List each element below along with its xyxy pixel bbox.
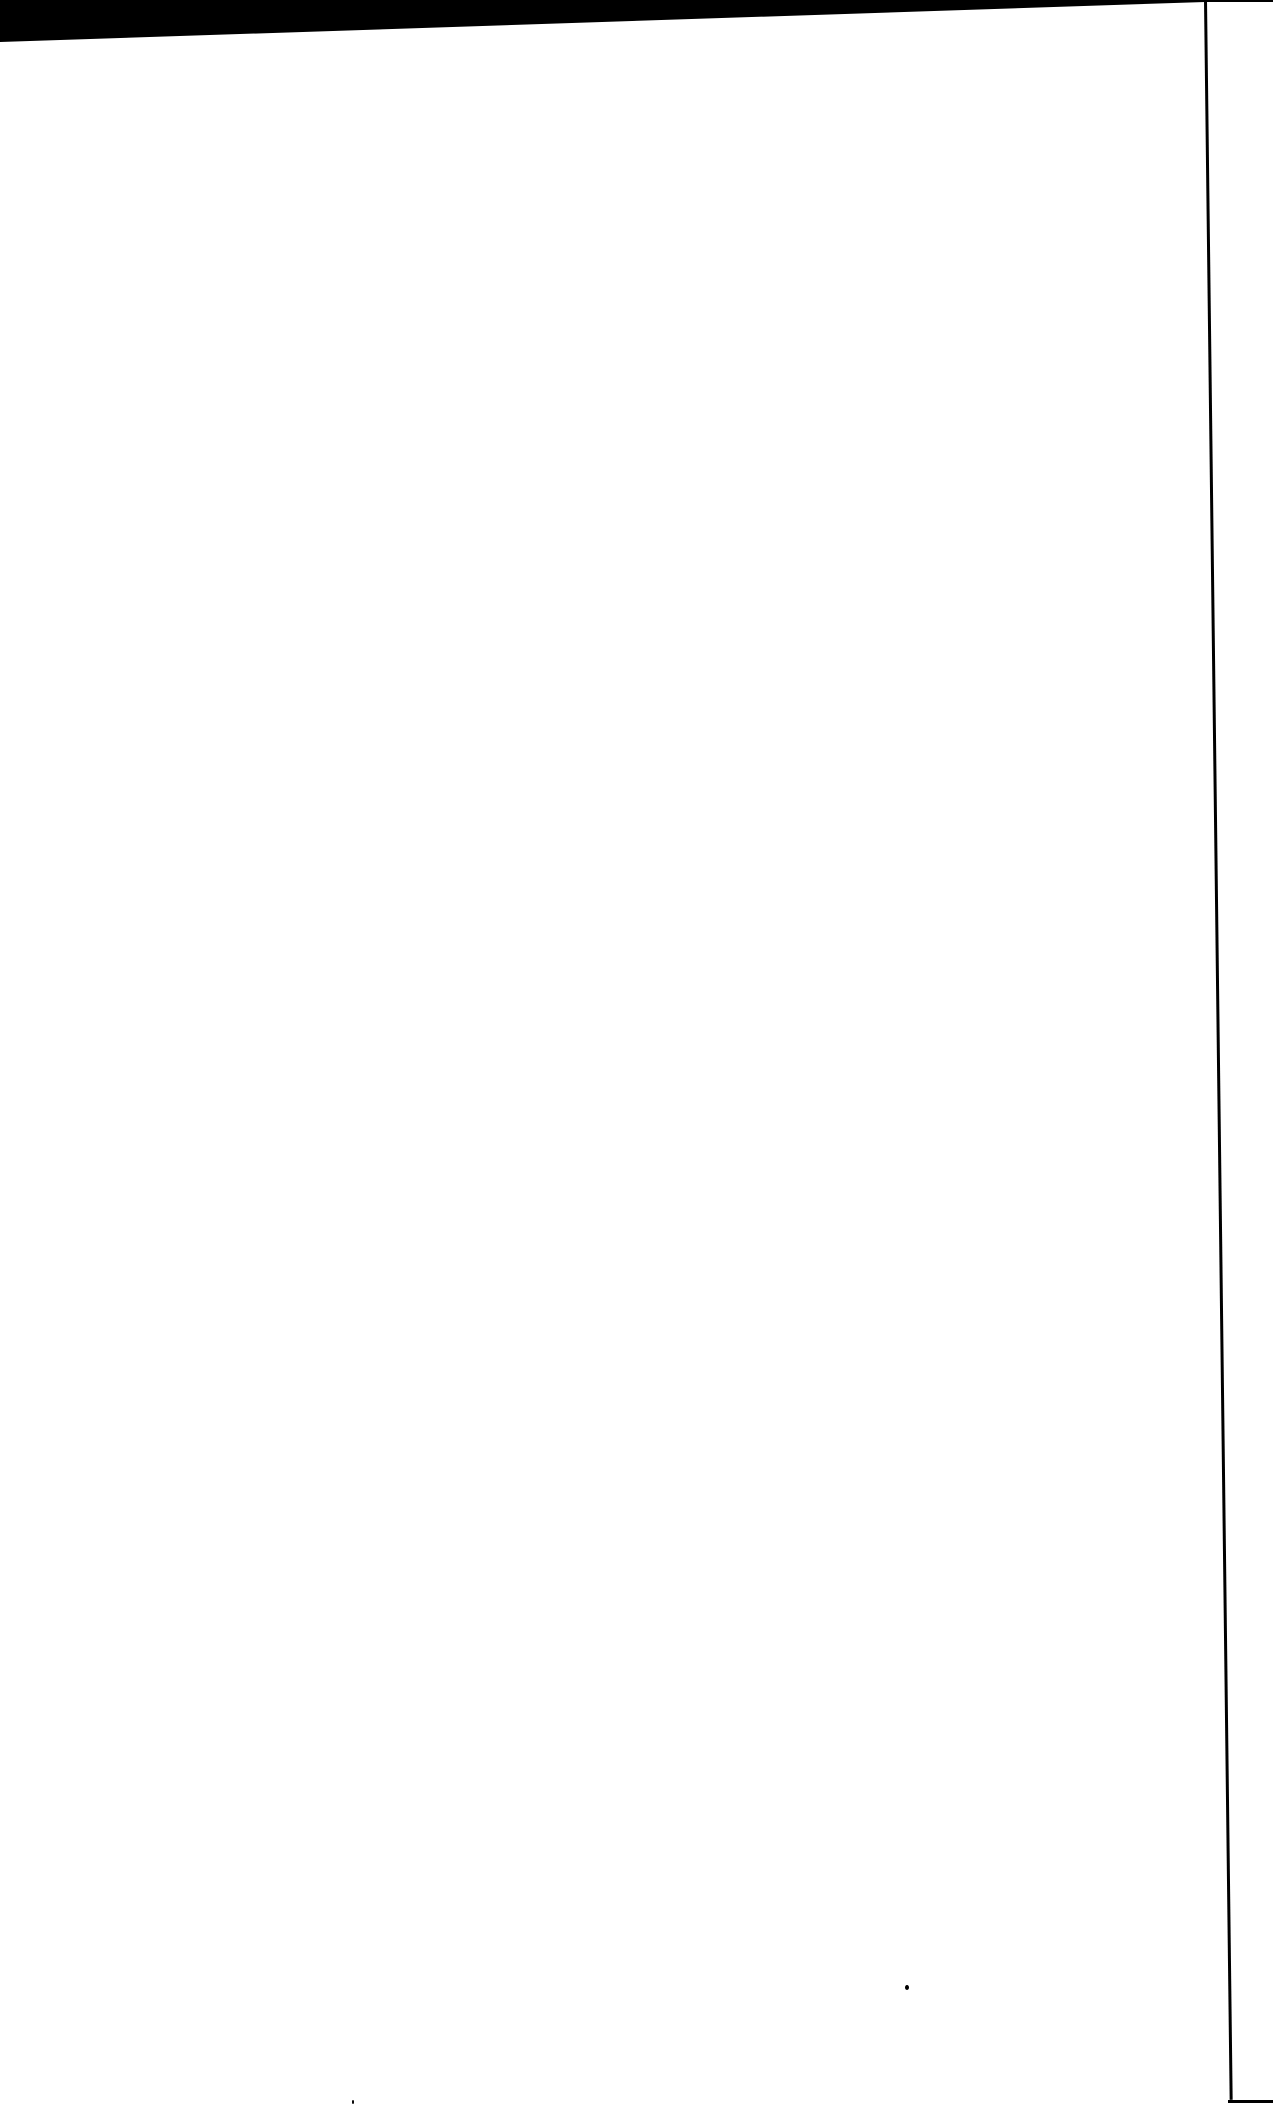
scan-speck — [905, 1985, 909, 1990]
facing-page-edge — [1238, 0, 1273, 2108]
scan-speck — [352, 2100, 354, 2104]
book-page — [110, 0, 1229, 2108]
